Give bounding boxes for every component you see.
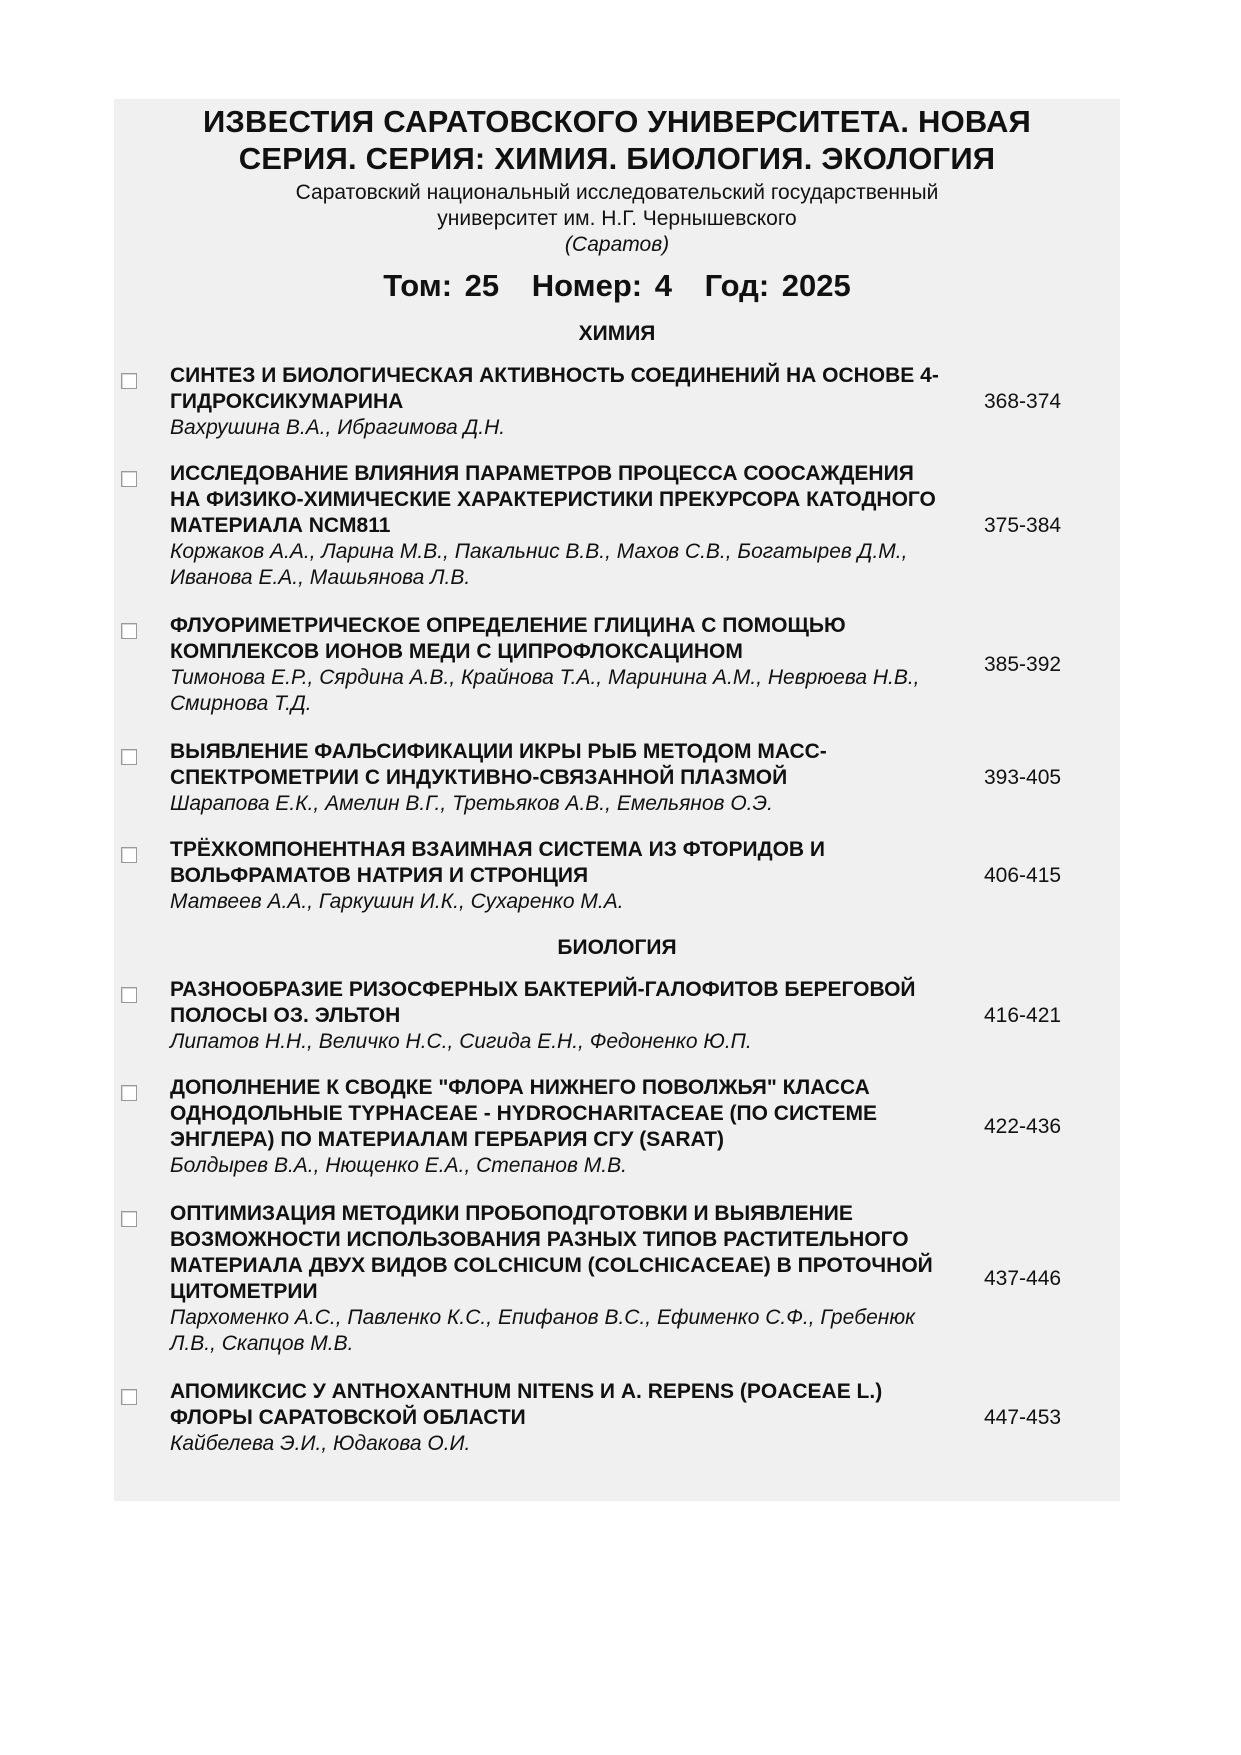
article-item xyxy=(114,461,1120,591)
article-checkbox[interactable] xyxy=(121,623,137,639)
article-select-area xyxy=(118,621,140,643)
article-authors: Пархоменко А.С., Павленко К.С., Епифанов В.С., Ефименко С.Ф., Гребенюк Л.В., Скапцов М.В. xyxy=(170,1306,916,1355)
article-title-link[interactable]: ТРЁХКОМПОНЕНТНАЯ ВЗАИМНАЯ СИСТЕМА ИЗ ФТОРИДОВ И ВОЛЬФРАМАТОВ НАТРИЯ И СТРОНЦИЯ xyxy=(170,838,826,887)
article-authors: Коржаков А.А., Ларина М.В., Пакальнис В.В., Махов С.В., Богатырев Д.М., Иванова Е.А., Машьянова Л.В. xyxy=(170,540,908,589)
article-pages: 422-436 xyxy=(984,1115,1062,1138)
article-item xyxy=(114,613,1120,717)
article-title-link[interactable]: ДОПОЛНЕНИЕ К СВОДКЕ "ФЛОРА НИЖНЕГО ПОВОЛЖЬЯ" КЛАССА ОДНОДОЛЬНЫЕ TYPHACEAE - HYDROCHARITACEAE (ПО СИСТЕМЕ ЭНГЛЕРА) ПО МАТЕРИАЛАМ ГЕРБАРИЯ СГУ (SARAT) xyxy=(170,1076,878,1151)
article-title-link[interactable]: РАЗНООБРАЗИЕ РИЗОСФЕРНЫХ БАКТЕРИЙ-ГАЛОФИТОВ БЕРЕГОВОЙ ПОЛОСЫ ОЗ. ЭЛЬТОН xyxy=(170,978,916,1027)
article-content xyxy=(170,977,940,1055)
publisher: Саратовский национальный исследовательский государственный университет им. Н.Г. Чернышевского xyxy=(295,181,939,230)
article-authors: Болдырев В.А., Нющенко Е.А., Степанов М.В. xyxy=(170,1154,627,1177)
article-content xyxy=(170,1379,940,1457)
article-select-area xyxy=(118,747,140,769)
article-item xyxy=(114,977,1120,1055)
article-pages: 416-421 xyxy=(984,1004,1062,1027)
article-select-area xyxy=(118,469,140,491)
article-select-area xyxy=(118,1083,140,1105)
article-select-area xyxy=(118,845,140,867)
issue-year: Год: 2025 xyxy=(704,268,851,303)
article-item xyxy=(114,1201,1120,1357)
article-content xyxy=(170,739,940,817)
article-item xyxy=(114,837,1120,915)
article-checkbox[interactable] xyxy=(121,987,137,1003)
article-title-link[interactable]: АПОМИКСИС У ANTHOXANTHUM NITENS И A. REPENS (POACEAE L.) ФЛОРЫ САРАТОВСКОЙ ОБЛАСТИ xyxy=(170,1380,883,1429)
article-authors: Кайбелева Э.И., Юдакова О.И. xyxy=(170,1432,471,1455)
article-select-area xyxy=(118,371,140,393)
contents-panel xyxy=(114,99,1120,1501)
article-content xyxy=(170,363,940,441)
article-authors: Вахрушина В.А., Ибрагимова Д.Н. xyxy=(170,416,506,439)
article-title-link[interactable]: ФЛУОРИМЕТРИЧЕСКОЕ ОПРЕДЕЛЕНИЕ ГЛИЦИНА С ПОМОЩЬЮ КОМПЛЕКСОВ ИОНОВ МЕДИ С ЦИПРОФЛОКСАЦИНОМ xyxy=(170,614,846,663)
article-pages: 447-453 xyxy=(984,1406,1062,1429)
article-pages: 368-374 xyxy=(984,390,1062,413)
article-authors: Тимонова Е.Р., Сярдина А.В., Крайнова Т.А., Маринина А.М., Неврюева Н.В., Смирнова Т.Д. xyxy=(170,666,920,715)
article-title-link[interactable]: ОПТИМИЗАЦИЯ МЕТОДИКИ ПРОБОПОДГОТОВКИ И ВЫЯВЛЕНИЕ ВОЗМОЖНОСТИ ИСПОЛЬЗОВАНИЯ РАЗНЫХ ТИПОВ РАСТИТЕЛЬНОГО МАТЕРИАЛА ДВУХ ВИДОВ COLCHICUM (COLCHICACEAE) В ПРОТОЧНОЙ ЦИТОМЕТРИИ xyxy=(170,1202,933,1303)
section-title: БИОЛОГИЯ xyxy=(557,936,677,959)
article-item xyxy=(114,1379,1120,1457)
article-select-area xyxy=(118,1387,140,1409)
article-checkbox[interactable] xyxy=(121,847,137,863)
article-checkbox[interactable] xyxy=(121,1085,137,1101)
table-of-contents xyxy=(114,321,1120,1457)
article-pages: 393-405 xyxy=(984,766,1062,789)
article-select-area xyxy=(118,1209,140,1231)
article-authors: Шарапова Е.К., Амелин В.Г., Третьяков А.В., Емельянов О.Э. xyxy=(170,792,773,815)
issue-info xyxy=(114,267,1120,305)
article-pages: 437-446 xyxy=(984,1267,1062,1290)
article-content xyxy=(170,461,940,591)
issue-volume: Том: 25 xyxy=(383,268,500,303)
article-pages: 385-392 xyxy=(984,653,1062,676)
section-title: ХИМИЯ xyxy=(578,322,656,345)
article-content xyxy=(170,1201,940,1357)
journal-title: ИЗВЕСТИЯ САРАТОВСКОГО УНИВЕРСИТЕТА. НОВАЯ СЕРИЯ. СЕРИЯ: ХИМИЯ. БИОЛОГИЯ. ЭКОЛОГИЯ xyxy=(202,104,1032,176)
article-authors: Липатов Н.Н., Величко Н.С., Сигида Е.Н., Федоненко Ю.П. xyxy=(170,1030,752,1053)
article-item xyxy=(114,739,1120,817)
journal-header xyxy=(114,99,1120,305)
article-checkbox[interactable] xyxy=(121,471,137,487)
issue-number: Номер: 4 xyxy=(531,268,672,303)
article-checkbox[interactable] xyxy=(121,749,137,765)
article-select-area xyxy=(118,985,140,1007)
article-checkbox[interactable] xyxy=(121,373,137,389)
article-checkbox[interactable] xyxy=(121,1389,137,1405)
publisher-city: (Саратов) xyxy=(564,233,670,256)
article-pages: 375-384 xyxy=(984,514,1062,537)
article-checkbox[interactable] xyxy=(121,1211,137,1227)
article-item xyxy=(114,1075,1120,1179)
article-title-link[interactable]: ИССЛЕДОВАНИЕ ВЛИЯНИЯ ПАРАМЕТРОВ ПРОЦЕССА СООСАЖДЕНИЯ НА ФИЗИКО-ХИМИЧЕСКИЕ ХАРАКТЕРИСТИКИ ПРЕКУРСОРА КАТОДНОГО МАТЕРИАЛА NCM811 xyxy=(170,462,936,537)
article-title-link[interactable]: СИНТЕЗ И БИОЛОГИЧЕСКАЯ АКТИВНОСТЬ СОЕДИНЕНИЙ НА ОСНОВЕ 4-ГИДРОКСИКУМАРИНА xyxy=(170,364,939,413)
article-authors: Матвеев А.А., Гаркушин И.К., Сухаренко М.А. xyxy=(170,890,624,913)
article-content xyxy=(170,1075,940,1179)
article-title-link[interactable]: ВЫЯВЛЕНИЕ ФАЛЬСИФИКАЦИИ ИКРЫ РЫБ МЕТОДОМ МАСС-СПЕКТРОМЕТРИИ С ИНДУКТИВНО-СВЯЗАННОЙ ПЛАЗМОЙ xyxy=(170,740,827,789)
article-content xyxy=(170,837,940,915)
article-content xyxy=(170,613,940,717)
article-pages: 406-415 xyxy=(984,864,1062,887)
article-item xyxy=(114,363,1120,441)
